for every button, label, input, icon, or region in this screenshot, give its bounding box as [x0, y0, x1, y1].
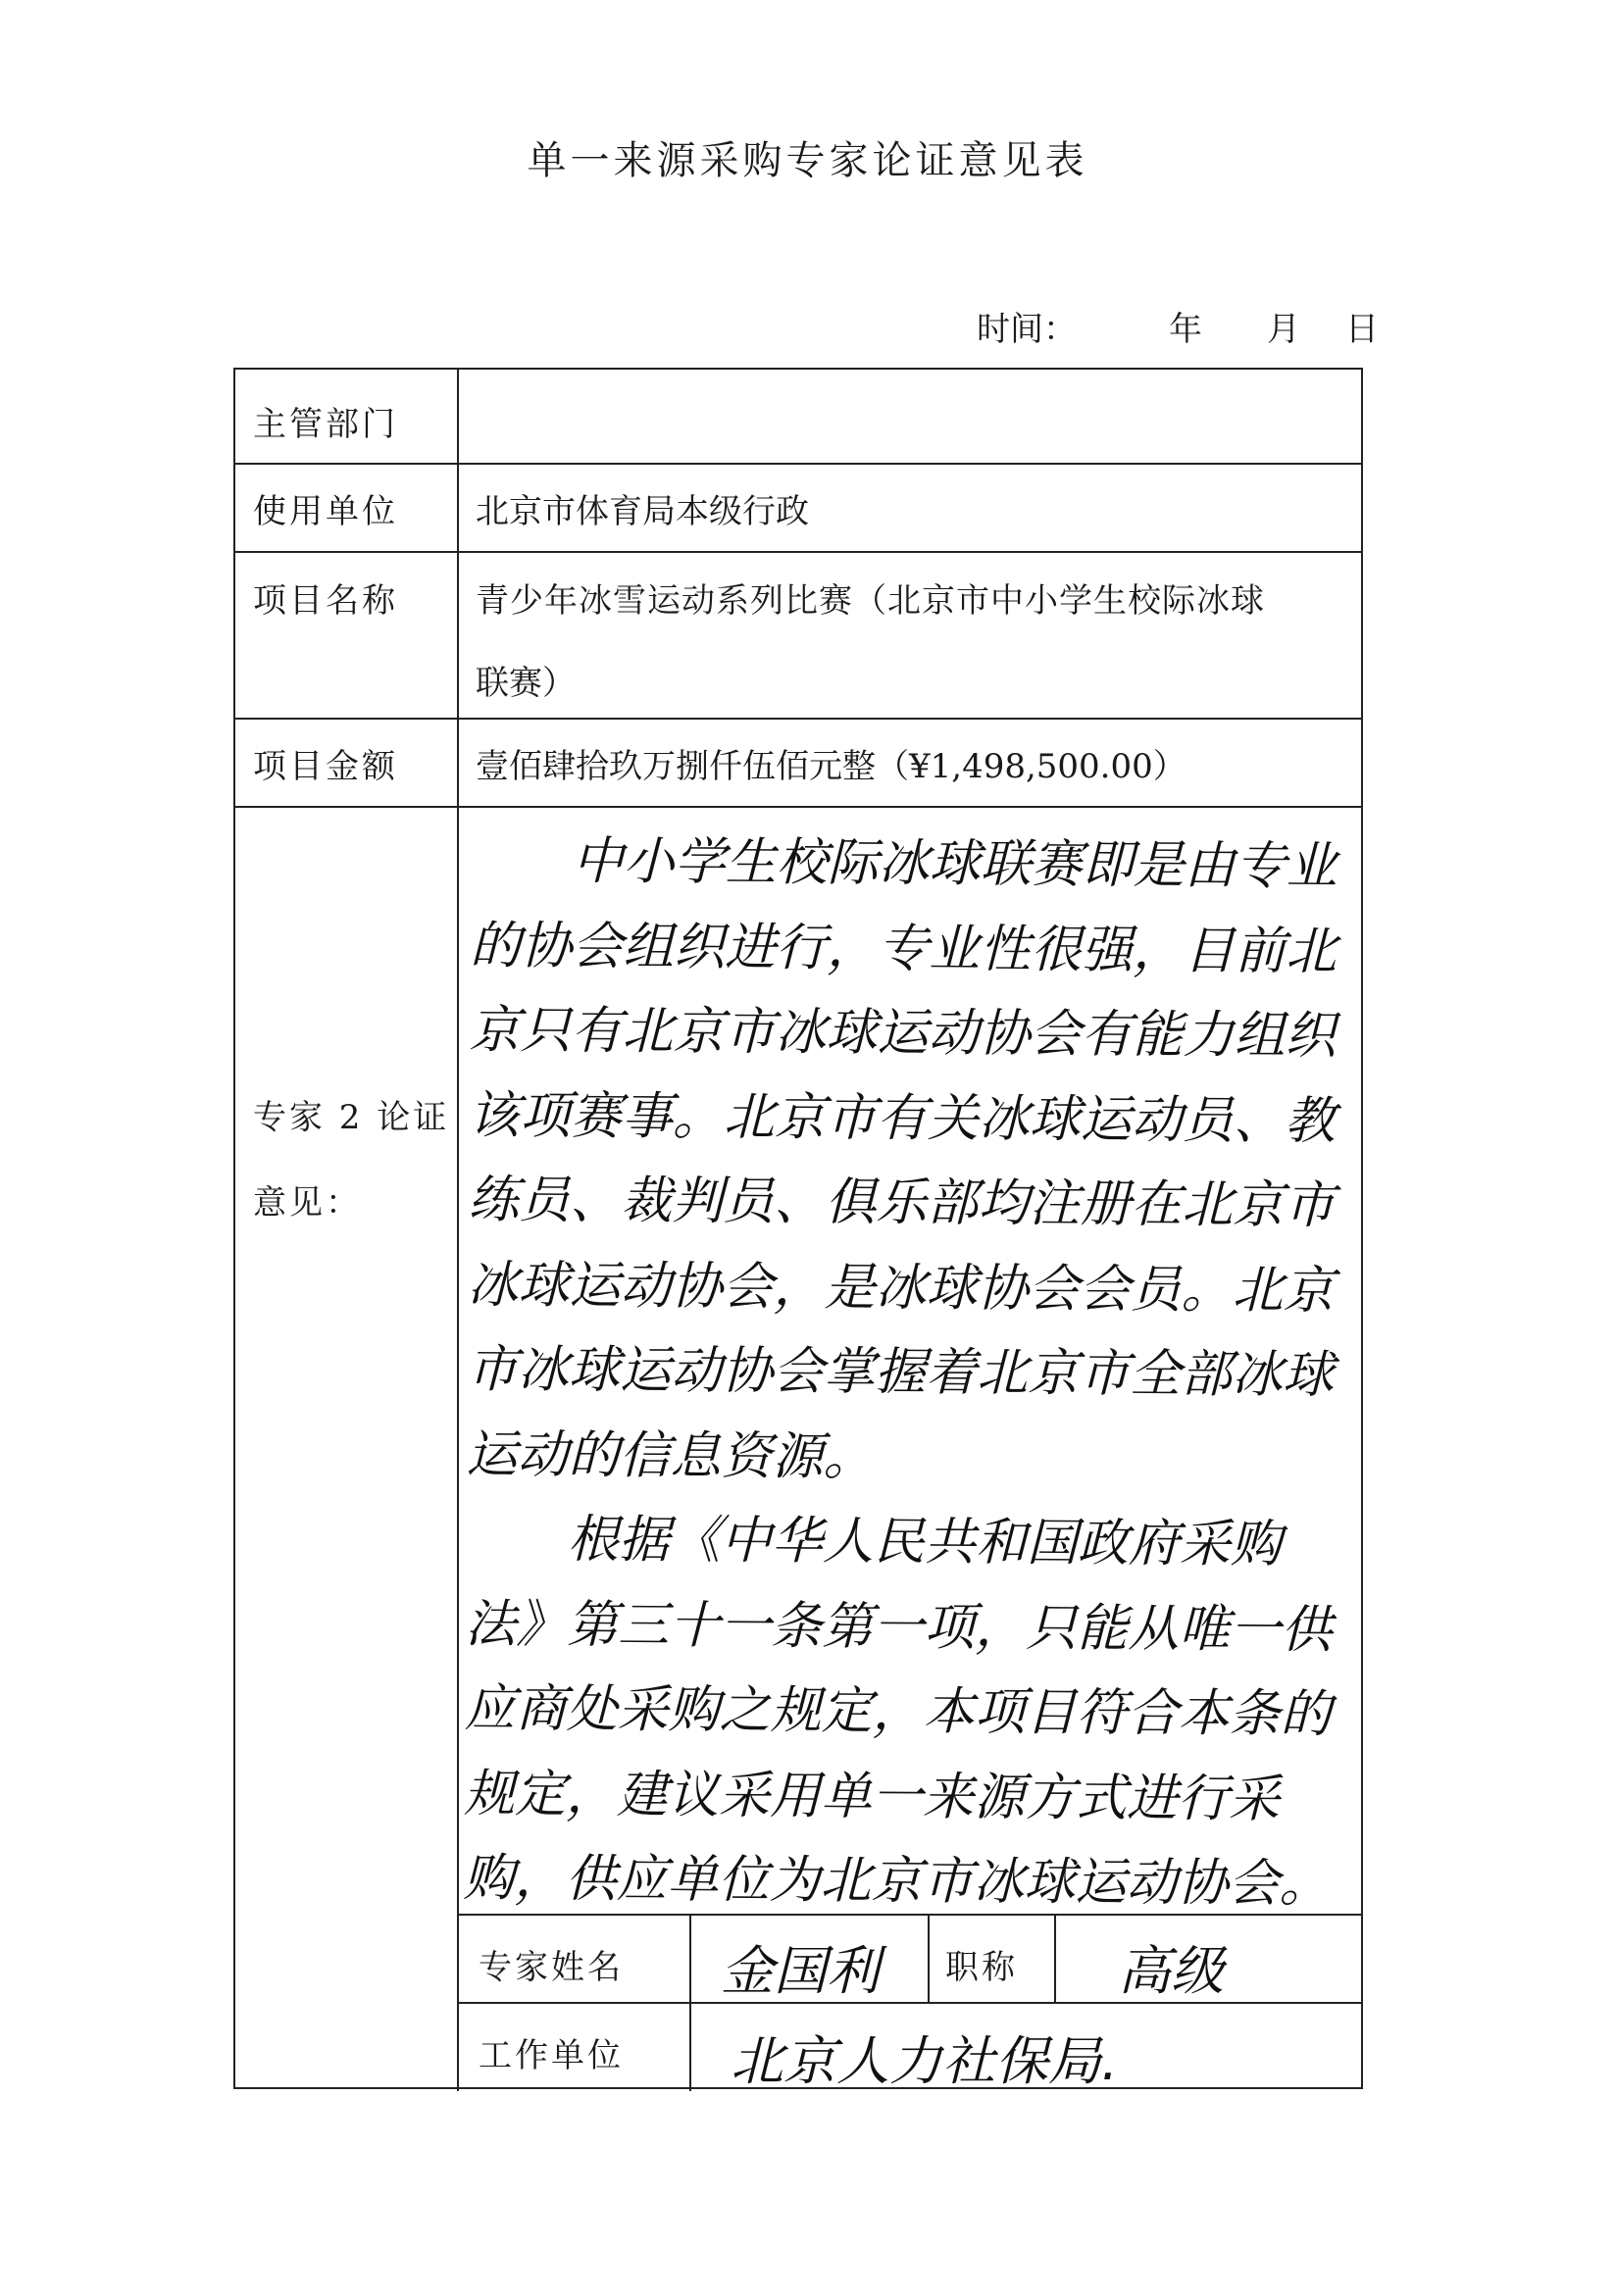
workplace-value: 北京人力社保局.: [731, 2030, 1119, 2092]
expert-title-divider: [1054, 1914, 1056, 2002]
opinion-label-line1: 专家 2 论证: [253, 1098, 450, 1137]
row-divider: [235, 806, 1363, 808]
handwritten-opinion: [463, 819, 1353, 1927]
date-label: 时间：: [977, 310, 1077, 349]
amount-value: 壹佰肆拾玖万捌仟伍佰元整（¥1,498,500.00）: [476, 747, 1186, 786]
expert-name-signature: 金国利: [721, 1940, 880, 2002]
unit-label: 使用单位: [253, 492, 398, 531]
expert-name-divider: [928, 1914, 930, 2002]
project-label: 项目名称: [253, 581, 398, 621]
workplace-label: 工作单位: [479, 2036, 624, 2075]
amount-label: 项目金额: [253, 747, 398, 786]
date-year: 年: [1169, 310, 1202, 349]
opinion-paragraph-1: 中小学生校际冰球联赛即是由专业的协会组织进行，专业性很强，目前北京只有北京市冰球运动协会有能力组织该项赛事。北京市有关冰球运动员、教练员、裁判员、俱乐部均注册在北京市冰球运动协会，是冰球协会会员。北京市冰球运动协会掌握着北京市全部冰球运动的信息资源。: [466, 831, 1337, 1487]
row-divider: [235, 463, 1363, 465]
row-divider: [457, 2002, 1363, 2004]
dept-label: 主管部门: [253, 405, 398, 444]
date-line: [977, 302, 1388, 349]
expert-label-divider: [689, 1914, 691, 2091]
label-column-divider: [457, 370, 459, 2091]
opinion-label-line2: 意见：: [253, 1183, 362, 1223]
date-day: 日: [1345, 310, 1379, 349]
project-value-line2: 联赛）: [476, 664, 576, 703]
expert-title-value: 高级: [1118, 1940, 1224, 2002]
row-divider: [235, 551, 1363, 553]
row-divider: [235, 718, 1363, 720]
date-month: 月: [1267, 310, 1300, 349]
expert-title-label: 职称: [945, 1948, 1018, 1987]
opinion-paragraph-2: 根据《中华人民共和国政府采购法》第三十一条第一项，只能从唯一供应商处采购之规定，本项目符合本条的规定，建议采用单一来源方式进行采购，供应单位为北京市冰球运动协会。: [463, 1510, 1333, 1915]
page-title: 单一来源采购专家论证意见表: [527, 138, 1088, 183]
expert-name-label: 专家姓名: [479, 1948, 624, 1987]
unit-value: 北京市体育局本级行政: [476, 492, 809, 531]
project-value-line1: 青少年冰雪运动系列比赛（北京市中小学生校际冰球: [476, 581, 1265, 621]
